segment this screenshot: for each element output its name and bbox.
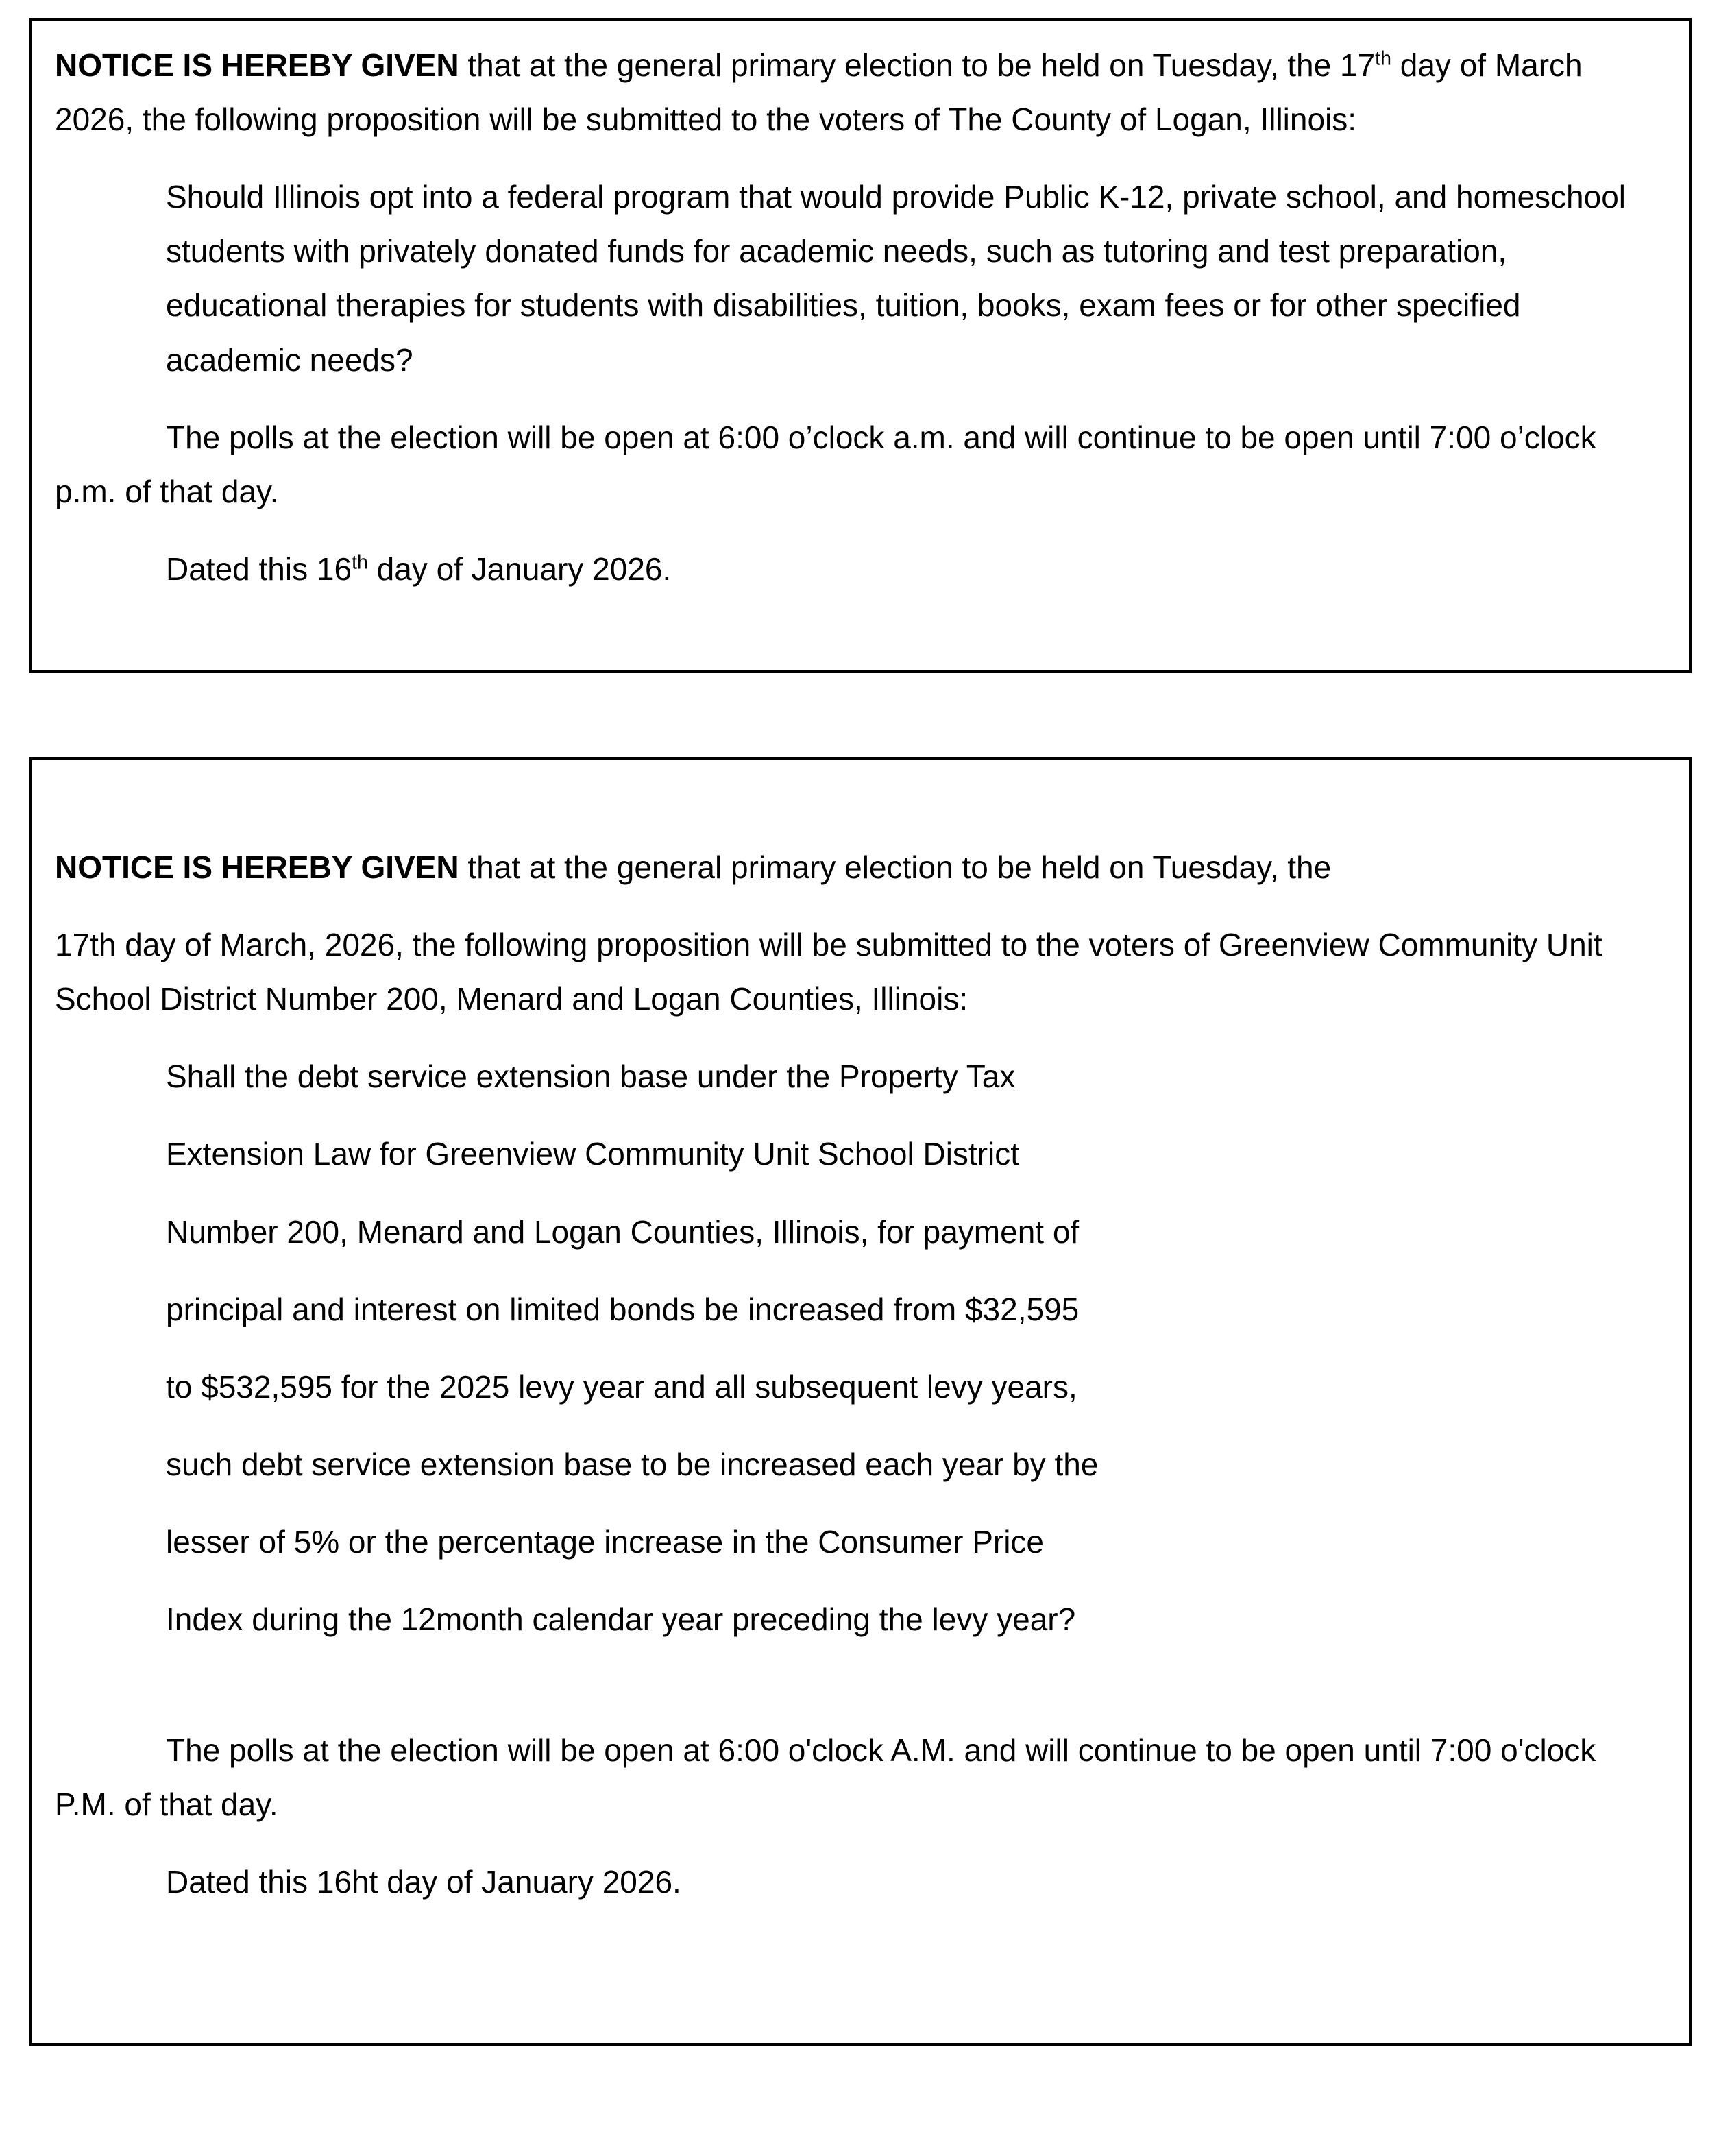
- proposition-line: Number 200, Menard and Logan Counties, Illinois, for payment of: [166, 1213, 1080, 1250]
- notice2-polls-paragraph: The polls at the election will be open at 6:00 o'clock A.M. and will continue to be open until 7:00 o'clock P.M. of that day.: [55, 1732, 1596, 1823]
- proposition-line: such debt service extension base to be increased each year by the: [166, 1446, 1099, 1482]
- notice1-intro-text-b: day of March 2026, the following proposition will be submitted to the voters of The County of Logan, Illinois:: [55, 47, 1583, 138]
- notice2-intro-paragraph: [55, 840, 1659, 895]
- proposition-line: principal and interest on limited bonds be increased from $32,595: [166, 1291, 1080, 1327]
- notice1-intro-text-a: that at the general primary election to be held on Tuesday, the 17: [459, 47, 1376, 83]
- notice2-intro-bold-lead: NOTICE IS HEREBY GIVEN: [55, 849, 459, 885]
- notice1-dated-text-b: day of January 2026.: [367, 550, 672, 587]
- notice1-dated-paragraph: [166, 542, 1659, 596]
- proposition-line: Index during the 12month calendar year preceding the levy year?: [166, 1601, 1076, 1638]
- proposition-line: to $532,595 for the 2025 levy year and all subsequent levy years,: [166, 1368, 1077, 1405]
- notice1-proposition-paragraph: Should Illinois opt into a federal program that would provide Public K-12, private school, and homeschool students with privately donated funds for academic needs, such as tutoring and test preparation, educational therapies for students with disabilities, tuition, books, exam fees or for other specified academic needs?: [166, 179, 1626, 378]
- notice-box-logan-county: [29, 18, 1692, 673]
- notice1-intro-superscript: th: [1375, 47, 1391, 70]
- notice-box-greenview-district: [29, 757, 1692, 2046]
- notice2-dated-paragraph: Dated this 16ht day of January 2026.: [166, 1864, 681, 1900]
- notice1-dated-text-a: Dated this 16: [166, 550, 352, 587]
- notice2-proposition-block: [55, 1050, 1659, 1647]
- notice1-intro-paragraph: [55, 38, 1659, 147]
- notice1-intro-bold-lead: NOTICE IS HEREBY GIVEN: [55, 47, 459, 83]
- proposition-line: lesser of 5% or the percentage increase in the Consumer Price: [166, 1523, 1044, 1560]
- notice2-intro-text: that at the general primary election to be held on Tuesday, the: [459, 849, 1332, 885]
- notice2-intro-continuation-paragraph: 17th day of March, 2026, the following proposition will be submitted to the voters of Greenview Community Unit School District Number 200, Menard and Logan Counties, Illinois:: [55, 927, 1602, 1017]
- proposition-line: Extension Law for Greenview Community Unit School District: [166, 1136, 1020, 1172]
- notice1-polls-paragraph: The polls at the election will be open at 6:00 o’clock a.m. and will continue to be open until 7:00 o’clock p.m. of that day.: [55, 419, 1596, 509]
- notice1-dated-superscript: th: [352, 551, 368, 574]
- proposition-line: Shall the debt service extension base under the Property Tax: [166, 1058, 1016, 1095]
